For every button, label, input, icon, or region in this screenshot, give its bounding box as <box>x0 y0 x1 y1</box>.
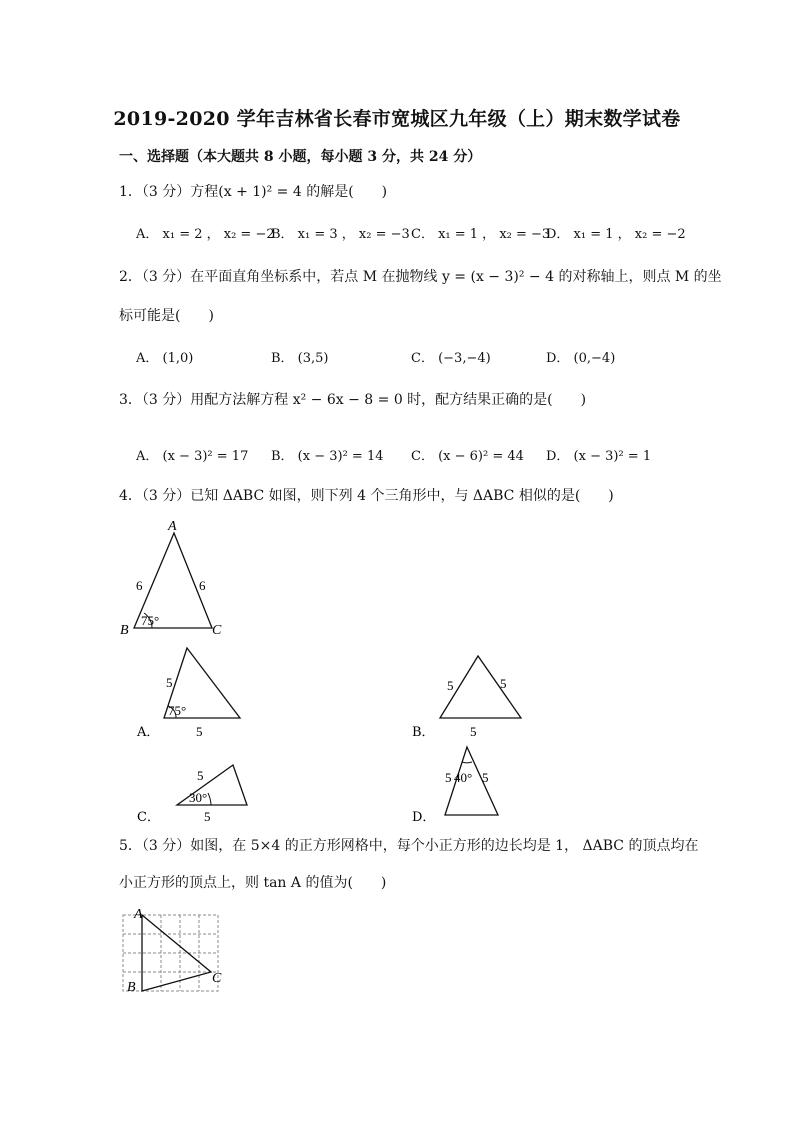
question-1-option-c: C． x₁ = 1 ， x₂ = −3 <box>411 227 551 242</box>
question-3-stem: 3．（3 分）用配方法解方程 x² − 6x − 8 = 0 时，配方结果正确的是( ) <box>119 392 587 408</box>
question-2-stem-line-2: 标可能是( ) <box>119 308 214 324</box>
triangle-abc-figure <box>112 515 232 640</box>
option-b-figure <box>405 640 535 740</box>
question-3-option-d: D． (x − 3)² = 1 <box>546 449 652 464</box>
question-2-option-d: D． (0,−4) <box>546 351 616 366</box>
option-b-base-label: 5 <box>470 724 477 739</box>
option-c-base-label: 5 <box>204 809 211 824</box>
option-b-letter: B． <box>412 725 435 740</box>
vertex-a-label: A <box>168 519 177 534</box>
question-5-stem-line-2: 小正方形的顶点上，则 tan A 的值为( ) <box>119 875 387 891</box>
option-d-angle-label: 40° <box>454 770 473 785</box>
question-2-stem-line-1: 2．（3 分）在平面直角坐标系中，若点 M 在抛物线 y = (x − 3)² − 4 的对称轴上，则点 M 的坐 <box>119 269 722 285</box>
question-2-option-b: B． (3,5) <box>271 351 329 366</box>
option-a-side-label: 5 <box>166 675 173 690</box>
option-a-angle-label: 75° <box>168 703 187 718</box>
side-ab-label: 6 <box>136 578 143 593</box>
grid-vertex-b-label: B <box>127 980 136 995</box>
vertex-c-label: C <box>212 623 222 638</box>
option-d-left-label: 5 <box>445 770 452 785</box>
section-heading: 一、选择题（本大题共 8 小题，每小题 3 分，共 24 分） <box>119 149 482 165</box>
option-a-letter: A． <box>137 725 160 740</box>
page-title: 2019-2020 学年吉林省长春市宽城区九年级（上）期末数学试卷 <box>113 108 681 130</box>
vertex-b-label: B <box>120 623 129 638</box>
grid-vertex-a-label: A <box>134 907 143 922</box>
question-4-stem: 4．（3 分）已知 ΔABC 如图，则下列 4 个三角形中，与 ΔABC 相似的是( ) <box>119 488 614 504</box>
question-3-option-b: B． (x − 3)² = 14 <box>271 449 384 464</box>
option-c-angle-label: 30° <box>189 790 208 805</box>
option-b-right-label: 5 <box>500 676 507 691</box>
option-d-right-label: 5 <box>482 770 489 785</box>
square-grid <box>123 915 218 991</box>
option-c-letter: C． <box>137 810 160 825</box>
option-d-letter: D． <box>412 810 436 825</box>
question-1-option-b: B． x₁ = 3 ， x₂ = −3 <box>271 227 410 242</box>
question-3-option-c: C． (x − 6)² = 44 <box>411 449 524 464</box>
angle-b-label: 75° <box>141 613 160 628</box>
question-3-option-a: A． (x − 3)² = 17 <box>136 449 249 464</box>
grid-triangle-figure <box>115 905 235 1000</box>
option-a-base-label: 5 <box>196 724 203 739</box>
question-1-option-d: D． x₁ = 1 ， x₂ = −2 <box>546 227 686 242</box>
option-b-left-label: 5 <box>447 678 454 693</box>
question-2-option-a: A． (1,0) <box>136 351 194 366</box>
question-1-stem: 1．（3 分）方程(x + 1)² = 4 的解是( ) <box>119 184 388 200</box>
grid-vertex-c-label: C <box>212 971 222 986</box>
option-c-figure <box>130 758 260 828</box>
question-2-option-c: C． (−3,−4) <box>411 351 491 366</box>
option-a-figure <box>130 640 260 740</box>
option-d-figure <box>405 740 535 830</box>
question-5-stem-line-1: 5．（3 分）如图，在 5×4 的正方形网格中，每个小正方形的边长均是 1， ΔABC 的顶点均在 <box>119 838 699 854</box>
question-1-option-a: A． x₁ = 2 ， x₂ = −2 <box>136 227 275 242</box>
side-ac-label: 6 <box>199 578 206 593</box>
option-c-side-label: 5 <box>197 768 204 783</box>
